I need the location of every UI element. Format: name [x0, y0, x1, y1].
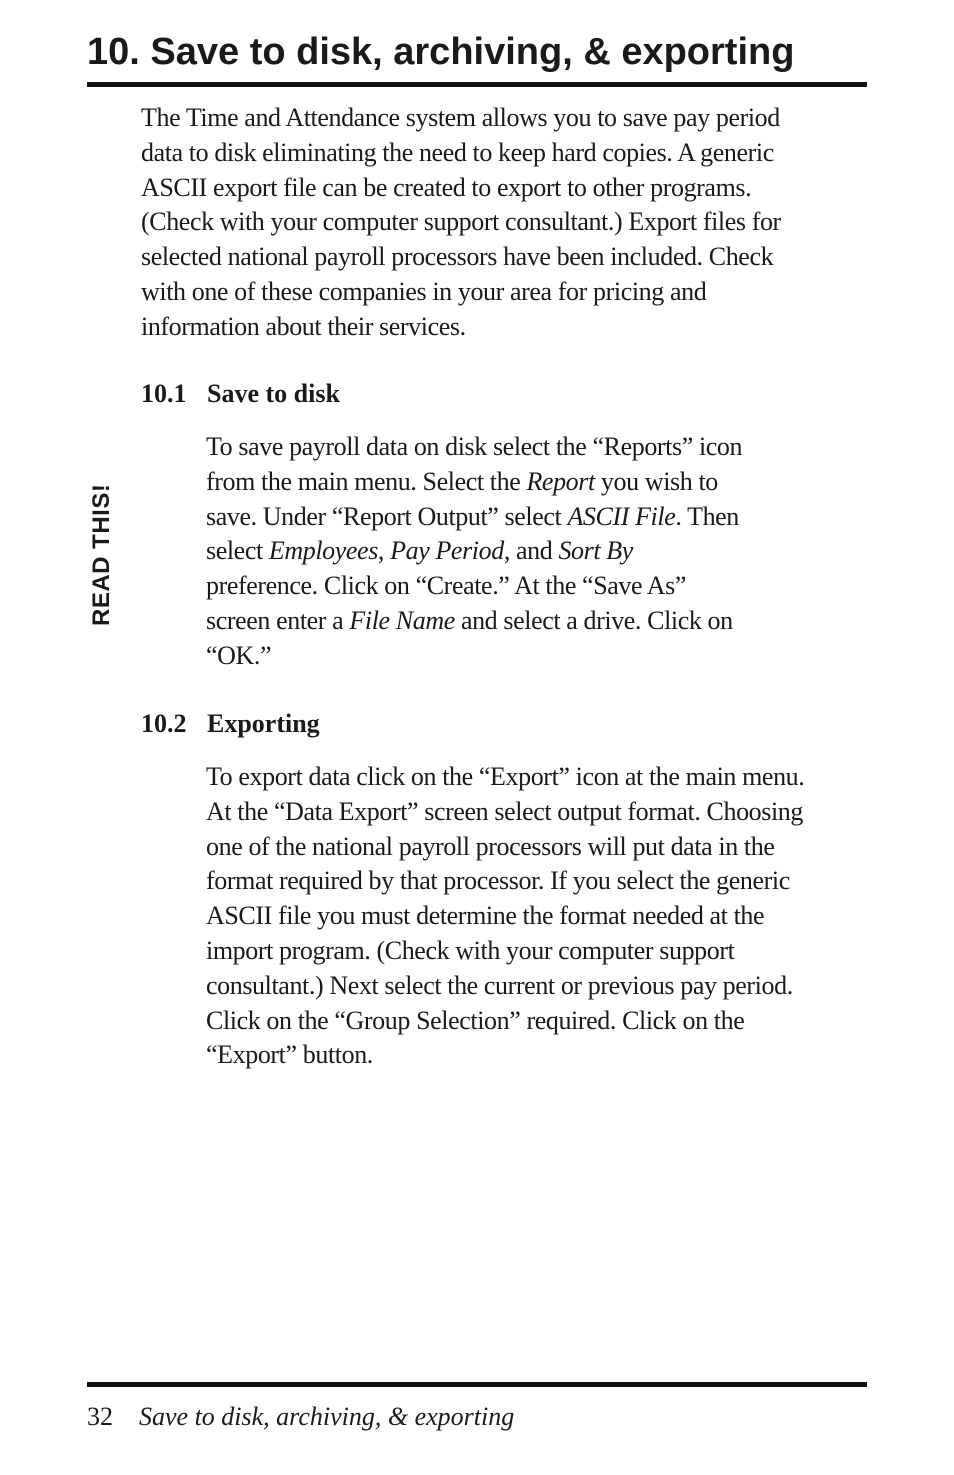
body-line [206, 430, 861, 465]
emphasized-term: ASCII File [567, 501, 676, 531]
text-run: screen enter a [206, 605, 350, 635]
text-run: “OK.” [206, 640, 272, 670]
running-title: Save to disk, archiving, & exporting [139, 1402, 515, 1431]
emphasized-term: File Name [349, 605, 455, 635]
emphasized-term: Pay Period [390, 536, 504, 566]
text-run: consultant.) Next select the current or previous pay period. [206, 970, 793, 1000]
intro-line: (Check with your computer support consultant.) Export files for [141, 207, 781, 237]
body-line [206, 830, 861, 865]
intro-line: selected national payroll processors have been included. Check [141, 242, 774, 272]
text-run: select [206, 536, 269, 566]
text-run: ASCII file you must determine the format needed at the [206, 901, 765, 931]
text-run: from the main menu. Select the [206, 466, 527, 496]
intro-line: information about their services. [141, 311, 466, 341]
intro-line: ASCII export file can be created to export to other programs. [141, 172, 752, 202]
text-run: , and [503, 536, 559, 566]
side-tab-label: READ THIS! [88, 483, 115, 626]
text-run: To save payroll data on disk select the “Reports” icon [206, 432, 743, 461]
text-run: and select a drive. Click on [454, 605, 733, 635]
footer-rule [87, 1382, 867, 1387]
text-run: preference. Click on “Create.” At the “Save As” [206, 571, 687, 601]
body-line [206, 500, 861, 535]
body-line [206, 569, 861, 604]
body-line [206, 969, 861, 1004]
text-run: one of the national payroll processors will put data in the [206, 831, 775, 861]
text-run: At the “Data Export” screen select output format. Choosing [206, 796, 804, 826]
body-line [206, 465, 861, 500]
section-number: 10.1 [141, 379, 187, 408]
section-title: Exporting [207, 709, 320, 738]
section-number: 10.2 [141, 709, 187, 738]
body-line [206, 760, 861, 795]
body-line [206, 1004, 861, 1039]
body-line [206, 1038, 861, 1073]
body-line [206, 534, 861, 569]
text-run: Click on the “Group Selection” required. Click on the [206, 1005, 745, 1035]
intro-line: The Time and Attendance system allows you to save pay period [141, 103, 780, 132]
text-run: format required by that processor. If you select the generic [206, 866, 790, 896]
emphasized-term: Report [526, 466, 595, 496]
body-line [206, 639, 861, 674]
body-line [206, 795, 861, 830]
section-heading-exporting [141, 707, 320, 741]
emphasized-term: Employees [268, 536, 378, 566]
text-run: save. Under “Report Output” select [206, 501, 568, 531]
page-footer [87, 1400, 514, 1434]
text-run: “Export” button. [206, 1040, 373, 1070]
body-line [206, 604, 861, 639]
emphasized-term: Sort By [558, 536, 633, 566]
section-title: Save to disk [207, 379, 340, 408]
text-run: . Then [675, 501, 739, 531]
body-line [206, 864, 861, 899]
intro-paragraph [141, 101, 861, 345]
title-rule [87, 82, 867, 87]
text-run: To export data click on the “Export” icon at the main menu. [206, 762, 805, 791]
page-number: 32 [87, 1402, 113, 1431]
text-run: you wish to [594, 466, 718, 496]
intro-line: data to disk eliminating the need to keep hard copies. A generic [141, 137, 774, 167]
body-line [206, 899, 861, 934]
text-run: import program. (Check with your computer support [206, 935, 735, 965]
intro-line: with one of these companies in your area for pricing and [141, 276, 707, 306]
section-body-save-to-disk [206, 430, 861, 674]
body-line [206, 934, 861, 969]
section-body-exporting [206, 760, 861, 1073]
section-heading-save-to-disk [141, 377, 340, 411]
page-title: 10. Save to disk, archiving, & exporting [87, 31, 795, 73]
text-run: , [377, 536, 391, 566]
